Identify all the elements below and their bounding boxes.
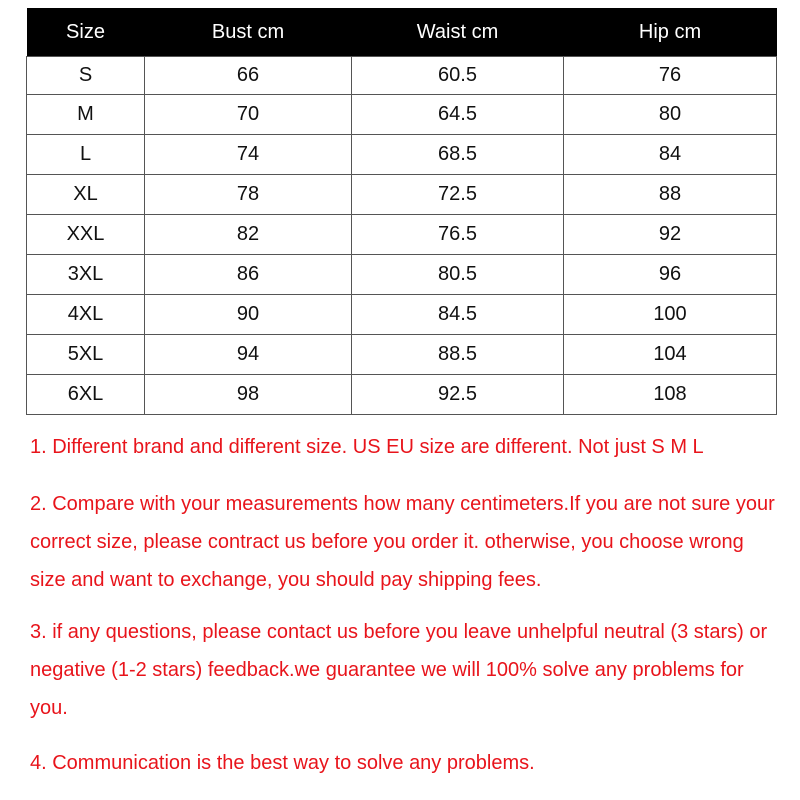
bust-cell: 94 bbox=[145, 335, 352, 375]
hip-cell: 80 bbox=[564, 95, 777, 135]
table-row bbox=[27, 215, 777, 255]
size-cell: 4XL bbox=[27, 295, 145, 335]
bust-cell: 74 bbox=[145, 135, 352, 175]
header-size: Size bbox=[27, 8, 145, 57]
hip-cell: 108 bbox=[564, 375, 777, 415]
hip-cell: 92 bbox=[564, 215, 777, 255]
table-row bbox=[27, 255, 777, 295]
size-cell: 3XL bbox=[27, 255, 145, 295]
size-cell: 6XL bbox=[27, 375, 145, 415]
bust-cell: 78 bbox=[145, 175, 352, 215]
hip-cell: 76 bbox=[564, 57, 777, 95]
waist-cell: 80.5 bbox=[352, 255, 564, 295]
header-waist: Waist cm bbox=[352, 8, 564, 57]
hip-cell: 84 bbox=[564, 135, 777, 175]
table-row bbox=[27, 57, 777, 95]
size-cell: M bbox=[27, 95, 145, 135]
waist-cell: 84.5 bbox=[352, 295, 564, 335]
note-feedback: 3. if any questions, please contact us before you leave unhelpful neutral (3 stars) or negative (1-2 stars) feedback.we guarantee we will 100% solve any problems for you. bbox=[30, 621, 768, 719]
bust-cell: 66 bbox=[145, 57, 352, 95]
waist-cell: 76.5 bbox=[352, 215, 564, 255]
size-cell: S bbox=[27, 57, 145, 95]
header-bust: Bust cm bbox=[145, 8, 352, 57]
table-row bbox=[27, 335, 777, 375]
waist-cell: 92.5 bbox=[352, 375, 564, 415]
bust-cell: 98 bbox=[145, 375, 352, 415]
waist-cell: 68.5 bbox=[352, 135, 564, 175]
size-cell: 5XL bbox=[27, 335, 145, 375]
bust-cell: 82 bbox=[145, 215, 352, 255]
waist-cell: 60.5 bbox=[352, 57, 564, 95]
hip-cell: 100 bbox=[564, 295, 777, 335]
waist-cell: 72.5 bbox=[352, 175, 564, 215]
hip-cell: 88 bbox=[564, 175, 777, 215]
header-row bbox=[27, 8, 777, 57]
bust-cell: 90 bbox=[145, 295, 352, 335]
table-row bbox=[27, 295, 777, 335]
bust-cell: 86 bbox=[145, 255, 352, 295]
hip-cell: 104 bbox=[564, 335, 777, 375]
hip-cell: 96 bbox=[564, 255, 777, 295]
table-row bbox=[27, 375, 777, 415]
waist-cell: 88.5 bbox=[352, 335, 564, 375]
bust-cell: 70 bbox=[145, 95, 352, 135]
table-row bbox=[27, 175, 777, 215]
size-chart-table bbox=[26, 8, 777, 415]
size-cell: L bbox=[27, 135, 145, 175]
size-cell: XL bbox=[27, 175, 145, 215]
waist-cell: 64.5 bbox=[352, 95, 564, 135]
table-row bbox=[27, 95, 777, 135]
note-brand-sizes: 1. Different brand and different size. US EU size are different. Not just S M L bbox=[30, 436, 704, 458]
size-chart-body bbox=[27, 57, 777, 415]
note-compare-measurements: 2. Compare with your measurements how many centimeters.If you are not sure your correct size, please contract us before you order it. otherwise, you choose wrong size and want to exchange, you should pay shipping fees. bbox=[30, 493, 775, 591]
table-row bbox=[27, 135, 777, 175]
size-chart-header bbox=[27, 8, 777, 57]
size-cell: XXL bbox=[27, 215, 145, 255]
header-hip: Hip cm bbox=[564, 8, 777, 57]
note-communication: 4. Communication is the best way to solve any problems. bbox=[30, 752, 535, 774]
